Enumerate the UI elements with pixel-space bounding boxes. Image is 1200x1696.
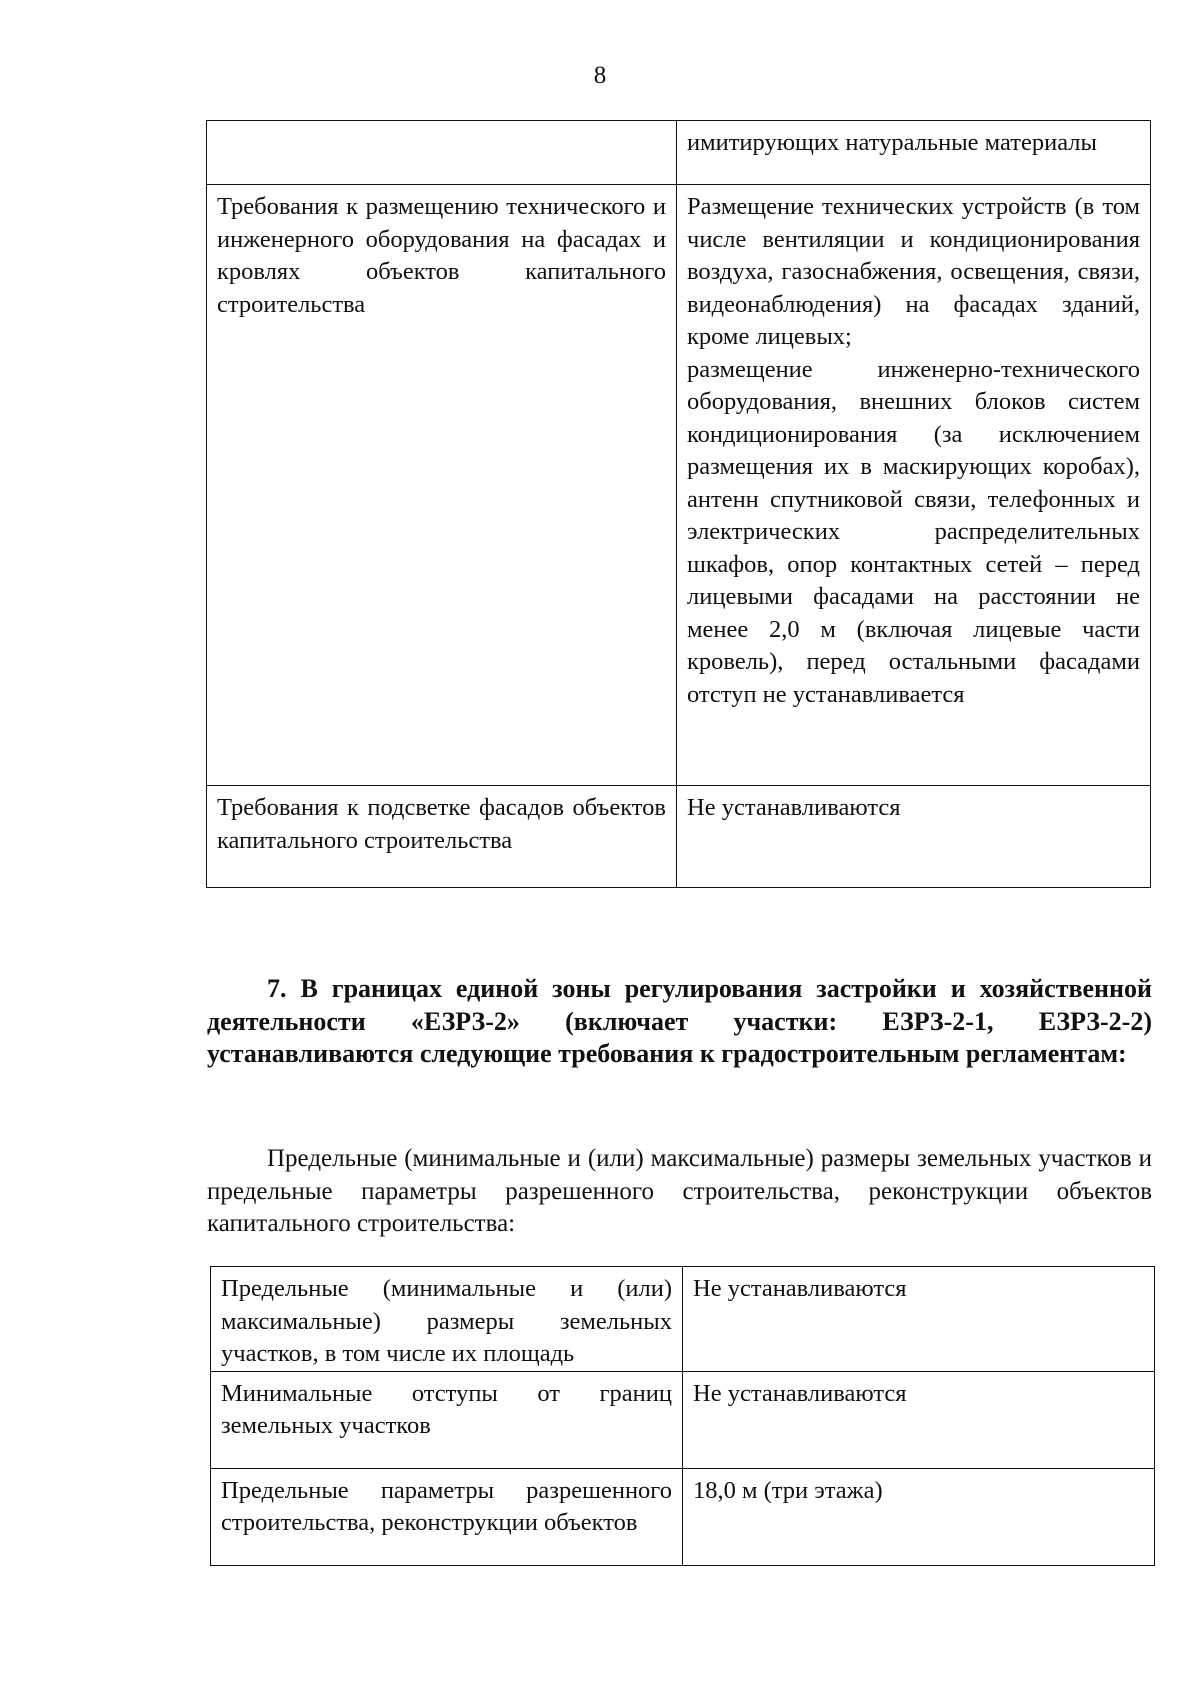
page-number: 8 [593,62,607,89]
table-row [211,1468,1155,1565]
table-row [211,1371,1155,1468]
table-cell-right: имитирующих натуральные материалы [677,121,1151,185]
table-cell-right: 18,0 м (три этажа) [683,1468,1155,1565]
table-cell-left: Требования к размещению технического и инженерного оборудования на фасадах и кровлях объектов капитального строительства [207,185,677,786]
section-paragraph: Предельные (минимальные и (или) максимальные) размеры земельных участков и предельные параметры разрешенного строительства, реконструкции объектов капитального строительства: [207,1145,1152,1237]
table-row [207,786,1151,888]
section-heading: 7. В границах единой зоны регулирования застройки и хозяйственной деятельности «ЕЗРЗ-2» (включает участки: ЕЗРЗ-2-1, ЕЗРЗ-2-2) устанавливаются следующие требования к градостроительным регламентам: [207,974,1152,1068]
table-cell-right: Не устанавливаются [683,1371,1155,1468]
cell-paragraph: Размещение технических устройств (в том числе вентиляции и кондиционирования воздуха, газоснабжения, освещения, связи, видеонаблюдения) на фасадах зданий, кроме лицевых; [687,193,1140,350]
table-cell-right: Не устанавливаются [677,786,1151,888]
table-cell-left [207,121,677,185]
table-row [207,185,1151,786]
requirements-table-continued [206,120,1151,888]
table-row [211,1267,1155,1372]
parameters-table [210,1266,1155,1566]
table-cell-left: Минимальные отступы от границ земельных участков [211,1371,683,1468]
table-row [207,121,1151,185]
table-cell-left: Требования к подсветке фасадов объектов капитального строительства [207,786,677,888]
table-cell-left: Предельные (минимальные и (или) максимальные) размеры земельных участков, в том числе их площадь [211,1267,683,1372]
table-cell-right [677,185,1151,786]
table-cell-right: Не устанавливаются [683,1267,1155,1372]
table-cell-left: Предельные параметры разрешенного строительства, реконструкции объектов [211,1468,683,1565]
cell-paragraph: размещение инженерно-технического оборудования, внешних блоков систем кондиционирования (за исключением размещения их в маскирующих коробах), антенн спутниковой связи, телефонных и электрических распределительных шкафов, опор контактных сетей – перед лицевыми фасадами на расстоянии не менее 2,0 м (включая лицевые части кровель), перед остальными фасадами отступ не устанавливается [687,355,1140,708]
